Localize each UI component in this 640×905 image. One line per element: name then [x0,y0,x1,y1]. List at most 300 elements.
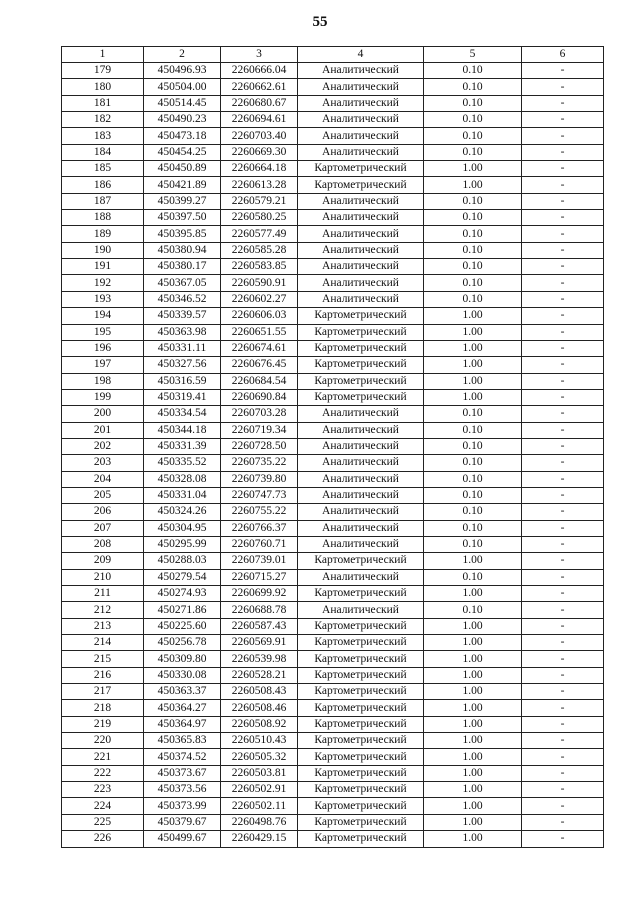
accuracy-cell: 1.00 [424,798,522,814]
accuracy-cell: 1.00 [424,831,522,847]
table-header-row [62,47,604,63]
table-row [62,586,604,602]
note-cell: - [522,79,604,95]
note-cell: - [522,520,604,536]
y-coordinate-cell: 2260508.46 [221,700,298,716]
accuracy-cell: 1.00 [424,749,522,765]
point-number-cell: 200 [62,406,144,422]
accuracy-cell: 0.10 [424,536,522,552]
table-row [62,308,604,324]
method-cell: Картометрический [298,618,424,634]
table-row [62,112,604,128]
y-coordinate-cell: 2260766.37 [221,520,298,536]
note-cell: - [522,798,604,814]
method-cell: Аналитический [298,63,424,79]
table-row [62,357,604,373]
note-cell: - [522,95,604,111]
accuracy-cell: 1.00 [424,667,522,683]
point-number-cell: 222 [62,765,144,781]
note-cell: - [522,651,604,667]
y-coordinate-cell: 2260587.43 [221,618,298,634]
x-coordinate-cell: 450364.97 [144,716,221,732]
accuracy-cell: 0.10 [424,242,522,258]
accuracy-cell: 0.10 [424,128,522,144]
point-number-cell: 182 [62,112,144,128]
note-cell: - [522,749,604,765]
y-coordinate-cell: 2260577.49 [221,226,298,242]
note-cell: - [522,487,604,503]
x-coordinate-cell: 450327.56 [144,357,221,373]
table-row [62,471,604,487]
x-coordinate-cell: 450309.80 [144,651,221,667]
point-number-cell: 216 [62,667,144,683]
table-row [62,210,604,226]
accuracy-cell: 1.00 [424,373,522,389]
note-cell: - [522,684,604,700]
y-coordinate-cell: 2260760.71 [221,536,298,552]
method-cell: Аналитический [298,275,424,291]
accuracy-cell: 0.10 [424,193,522,209]
method-cell: Аналитический [298,112,424,128]
method-cell: Картометрический [298,814,424,830]
accuracy-cell: 0.10 [424,275,522,291]
x-coordinate-cell: 450373.99 [144,798,221,814]
method-cell: Аналитический [298,95,424,111]
y-coordinate-cell: 2260502.91 [221,782,298,798]
y-coordinate-cell: 2260703.28 [221,406,298,422]
point-number-cell: 193 [62,291,144,307]
accuracy-cell: 0.10 [424,291,522,307]
point-number-cell: 206 [62,504,144,520]
x-coordinate-cell: 450319.41 [144,389,221,405]
table-row [62,765,604,781]
note-cell: - [522,733,604,749]
table-row [62,667,604,683]
point-number-cell: 208 [62,536,144,552]
method-cell: Аналитический [298,144,424,160]
table-row [62,144,604,160]
accuracy-cell: 1.00 [424,161,522,177]
x-coordinate-cell: 450316.59 [144,373,221,389]
accuracy-cell: 0.10 [424,438,522,454]
table-row [62,716,604,732]
note-cell: - [522,144,604,160]
x-coordinate-cell: 450454.25 [144,144,221,160]
accuracy-cell: 1.00 [424,324,522,340]
table-row [62,63,604,79]
note-cell: - [522,161,604,177]
accuracy-cell: 1.00 [424,553,522,569]
point-number-cell: 187 [62,193,144,209]
method-cell: Картометрический [298,733,424,749]
note-cell: - [522,667,604,683]
table-row [62,700,604,716]
y-coordinate-cell: 2260666.04 [221,63,298,79]
point-number-cell: 212 [62,602,144,618]
method-cell: Картометрический [298,177,424,193]
point-number-cell: 214 [62,635,144,651]
point-number-cell: 204 [62,471,144,487]
y-coordinate-cell: 2260664.18 [221,161,298,177]
table-row [62,635,604,651]
note-cell: - [522,422,604,438]
note-cell: - [522,455,604,471]
point-number-cell: 181 [62,95,144,111]
accuracy-cell: 0.10 [424,422,522,438]
method-cell: Аналитический [298,79,424,95]
accuracy-cell: 1.00 [424,733,522,749]
accuracy-cell: 0.10 [424,602,522,618]
x-coordinate-cell: 450397.50 [144,210,221,226]
point-number-cell: 189 [62,226,144,242]
method-cell: Картометрический [298,389,424,405]
note-cell: - [522,569,604,585]
note-cell: - [522,291,604,307]
method-cell: Картометрический [298,635,424,651]
note-cell: - [522,471,604,487]
table-row [62,79,604,95]
table-row [62,389,604,405]
x-coordinate-cell: 450295.99 [144,536,221,552]
method-cell: Аналитический [298,259,424,275]
accuracy-cell: 1.00 [424,782,522,798]
note-cell: - [522,112,604,128]
accuracy-cell: 0.10 [424,471,522,487]
table-row [62,553,604,569]
y-coordinate-cell: 2260510.43 [221,733,298,749]
x-coordinate-cell: 450304.95 [144,520,221,536]
table-row [62,373,604,389]
point-number-cell: 203 [62,455,144,471]
y-coordinate-cell: 2260688.78 [221,602,298,618]
method-cell: Картометрический [298,667,424,683]
method-cell: Картометрический [298,340,424,356]
y-coordinate-cell: 2260590.91 [221,275,298,291]
x-coordinate-cell: 450339.57 [144,308,221,324]
table-row [62,733,604,749]
accuracy-cell: 1.00 [424,651,522,667]
note-cell: - [522,308,604,324]
column-header: 1 [62,47,144,63]
table-row [62,618,604,634]
method-cell: Картометрический [298,831,424,847]
y-coordinate-cell: 2260755.22 [221,504,298,520]
x-coordinate-cell: 450395.85 [144,226,221,242]
point-number-cell: 207 [62,520,144,536]
x-coordinate-cell: 450331.39 [144,438,221,454]
accuracy-cell: 0.10 [424,144,522,160]
y-coordinate-cell: 2260735.22 [221,455,298,471]
note-cell: - [522,782,604,798]
note-cell: - [522,618,604,634]
method-cell: Картометрический [298,553,424,569]
x-coordinate-cell: 450346.52 [144,291,221,307]
x-coordinate-cell: 450344.18 [144,422,221,438]
method-cell: Картометрический [298,357,424,373]
table-row [62,438,604,454]
point-number-cell: 221 [62,749,144,765]
y-coordinate-cell: 2260684.54 [221,373,298,389]
method-cell: Аналитический [298,438,424,454]
accuracy-cell: 1.00 [424,716,522,732]
y-coordinate-cell: 2260662.61 [221,79,298,95]
accuracy-cell: 0.10 [424,259,522,275]
table-row [62,291,604,307]
table-row [62,455,604,471]
table-row [62,520,604,536]
x-coordinate-cell: 450363.37 [144,684,221,700]
table-row [62,536,604,552]
y-coordinate-cell: 2260606.03 [221,308,298,324]
accuracy-cell: 1.00 [424,177,522,193]
y-coordinate-cell: 2260719.34 [221,422,298,438]
note-cell: - [522,275,604,291]
note-cell: - [522,177,604,193]
y-coordinate-cell: 2260674.61 [221,340,298,356]
point-number-cell: 198 [62,373,144,389]
y-coordinate-cell: 2260680.67 [221,95,298,111]
y-coordinate-cell: 2260715.27 [221,569,298,585]
x-coordinate-cell: 450363.98 [144,324,221,340]
accuracy-cell: 1.00 [424,618,522,634]
note-cell: - [522,536,604,552]
y-coordinate-cell: 2260498.76 [221,814,298,830]
point-number-cell: 202 [62,438,144,454]
method-cell: Картометрический [298,324,424,340]
accuracy-cell: 0.10 [424,455,522,471]
accuracy-cell: 0.10 [424,504,522,520]
point-number-cell: 223 [62,782,144,798]
method-cell: Аналитический [298,226,424,242]
method-cell: Аналитический [298,602,424,618]
point-number-cell: 197 [62,357,144,373]
note-cell: - [522,602,604,618]
point-number-cell: 215 [62,651,144,667]
accuracy-cell: 0.10 [424,95,522,111]
point-number-cell: 219 [62,716,144,732]
x-coordinate-cell: 450380.17 [144,259,221,275]
table-row [62,161,604,177]
method-cell: Картометрический [298,308,424,324]
point-number-cell: 205 [62,487,144,503]
note-cell: - [522,128,604,144]
y-coordinate-cell: 2260580.25 [221,210,298,226]
x-coordinate-cell: 450373.67 [144,765,221,781]
note-cell: - [522,324,604,340]
x-coordinate-cell: 450380.94 [144,242,221,258]
method-cell: Аналитический [298,128,424,144]
y-coordinate-cell: 2260579.21 [221,193,298,209]
table-row [62,340,604,356]
method-cell: Картометрический [298,798,424,814]
y-coordinate-cell: 2260669.30 [221,144,298,160]
x-coordinate-cell: 450374.52 [144,749,221,765]
point-number-cell: 218 [62,700,144,716]
table-row [62,814,604,830]
x-coordinate-cell: 450271.86 [144,602,221,618]
x-coordinate-cell: 450274.93 [144,586,221,602]
x-coordinate-cell: 450331.11 [144,340,221,356]
accuracy-cell: 0.10 [424,487,522,503]
method-cell: Картометрический [298,749,424,765]
method-cell: Картометрический [298,586,424,602]
accuracy-cell: 0.10 [424,79,522,95]
y-coordinate-cell: 2260690.84 [221,389,298,405]
x-coordinate-cell: 450499.67 [144,831,221,847]
table-row [62,226,604,242]
table-row [62,798,604,814]
point-number-cell: 192 [62,275,144,291]
accuracy-cell: 1.00 [424,635,522,651]
note-cell: - [522,193,604,209]
point-number-cell: 226 [62,831,144,847]
method-cell: Картометрический [298,651,424,667]
table-row [62,193,604,209]
y-coordinate-cell: 2260613.28 [221,177,298,193]
point-number-cell: 210 [62,569,144,585]
table-row [62,259,604,275]
method-cell: Аналитический [298,471,424,487]
accuracy-cell: 0.10 [424,210,522,226]
note-cell: - [522,259,604,275]
point-number-cell: 183 [62,128,144,144]
y-coordinate-cell: 2260505.32 [221,749,298,765]
x-coordinate-cell: 450324.26 [144,504,221,520]
x-coordinate-cell: 450367.05 [144,275,221,291]
x-coordinate-cell: 450373.56 [144,782,221,798]
accuracy-cell: 1.00 [424,586,522,602]
method-cell: Аналитический [298,291,424,307]
point-number-cell: 217 [62,684,144,700]
y-coordinate-cell: 2260728.50 [221,438,298,454]
method-cell: Картометрический [298,716,424,732]
table-row [62,406,604,422]
accuracy-cell: 1.00 [424,357,522,373]
table-row [62,324,604,340]
y-coordinate-cell: 2260651.55 [221,324,298,340]
point-number-cell: 201 [62,422,144,438]
point-number-cell: 211 [62,586,144,602]
method-cell: Картометрический [298,161,424,177]
table-row [62,782,604,798]
method-cell: Аналитический [298,406,424,422]
method-cell: Аналитический [298,487,424,503]
column-header: 6 [522,47,604,63]
accuracy-cell: 1.00 [424,389,522,405]
method-cell: Аналитический [298,242,424,258]
accuracy-cell: 0.10 [424,406,522,422]
x-coordinate-cell: 450379.67 [144,814,221,830]
table-row [62,242,604,258]
point-number-cell: 180 [62,79,144,95]
x-coordinate-cell: 450225.60 [144,618,221,634]
table-row [62,749,604,765]
y-coordinate-cell: 2260503.81 [221,765,298,781]
y-coordinate-cell: 2260539.98 [221,651,298,667]
x-coordinate-cell: 450504.00 [144,79,221,95]
point-number-cell: 185 [62,161,144,177]
note-cell: - [522,63,604,79]
method-cell: Аналитический [298,422,424,438]
table-row [62,487,604,503]
method-cell: Аналитический [298,520,424,536]
y-coordinate-cell: 2260508.43 [221,684,298,700]
point-number-cell: 196 [62,340,144,356]
table-row [62,831,604,847]
table-body [62,47,604,848]
point-number-cell: 209 [62,553,144,569]
note-cell: - [522,700,604,716]
x-coordinate-cell: 450496.93 [144,63,221,79]
x-coordinate-cell: 450514.45 [144,95,221,111]
x-coordinate-cell: 450330.08 [144,667,221,683]
accuracy-cell: 1.00 [424,700,522,716]
y-coordinate-cell: 2260502.11 [221,798,298,814]
accuracy-cell: 1.00 [424,814,522,830]
note-cell: - [522,406,604,422]
column-header: 5 [424,47,522,63]
note-cell: - [522,504,604,520]
method-cell: Аналитический [298,210,424,226]
point-number-cell: 184 [62,144,144,160]
method-cell: Аналитический [298,536,424,552]
x-coordinate-cell: 450399.27 [144,193,221,209]
y-coordinate-cell: 2260429.15 [221,831,298,847]
note-cell: - [522,389,604,405]
method-cell: Аналитический [298,504,424,520]
point-number-cell: 186 [62,177,144,193]
column-header: 4 [298,47,424,63]
note-cell: - [522,814,604,830]
table-row [62,684,604,700]
note-cell: - [522,586,604,602]
x-coordinate-cell: 450365.83 [144,733,221,749]
y-coordinate-cell: 2260583.85 [221,259,298,275]
method-cell: Картометрический [298,782,424,798]
page-number: 55 [312,14,328,30]
table-row [62,177,604,193]
method-cell: Аналитический [298,455,424,471]
point-number-cell: 188 [62,210,144,226]
accuracy-cell: 1.00 [424,684,522,700]
method-cell: Картометрический [298,700,424,716]
y-coordinate-cell: 2260739.80 [221,471,298,487]
column-header: 2 [144,47,221,63]
y-coordinate-cell: 2260739.01 [221,553,298,569]
point-number-cell: 224 [62,798,144,814]
method-cell: Картометрический [298,373,424,389]
method-cell: Аналитический [298,569,424,585]
point-number-cell: 190 [62,242,144,258]
x-coordinate-cell: 450473.18 [144,128,221,144]
column-header: 3 [221,47,298,63]
point-number-cell: 225 [62,814,144,830]
x-coordinate-cell: 450334.54 [144,406,221,422]
table-row [62,95,604,111]
y-coordinate-cell: 2260703.40 [221,128,298,144]
note-cell: - [522,226,604,242]
note-cell: - [522,438,604,454]
point-number-cell: 191 [62,259,144,275]
method-cell: Аналитический [298,193,424,209]
y-coordinate-cell: 2260508.92 [221,716,298,732]
point-number-cell: 199 [62,389,144,405]
note-cell: - [522,340,604,356]
table-row [62,275,604,291]
note-cell: - [522,242,604,258]
y-coordinate-cell: 2260585.28 [221,242,298,258]
table-row [62,602,604,618]
